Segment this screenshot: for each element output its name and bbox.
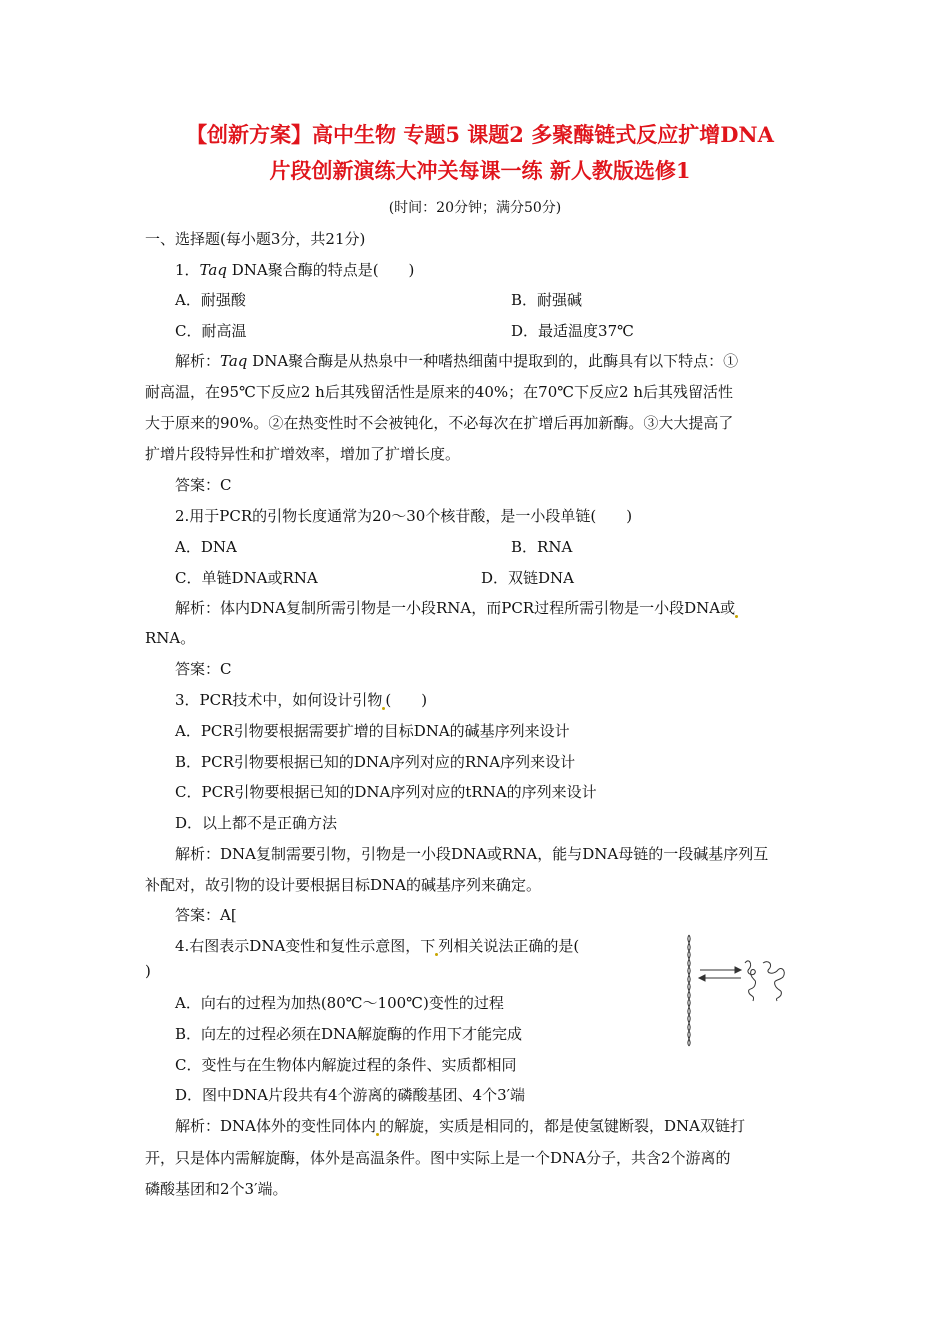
q3-analysis-line-2: 补配对，故引物的设计要根据目标DNA的碱基序列来确定。 xyxy=(145,876,541,894)
q2-analysis-line-1: 解析：体内DNA复制所需引物是一小段RNA，而PCR过程所需引物是一小段DNA或 xyxy=(175,597,738,618)
q1-answer: 答案：C xyxy=(175,476,232,494)
q1-analysis-line-1: 解析：Taq DNA聚合酶是从热泉中一种嗜热细菌中提取到的，此酶具有以下特点：① xyxy=(175,352,739,370)
q3-option-b: B．PCR引物要根据已知的DNA序列对应的RNA序列来设计 xyxy=(175,753,576,771)
document-title-line-2: 片段创新演练大冲关每课一练 新人教版选修1 xyxy=(269,158,691,183)
q4-option-c: C．变性与在生物体内解旋过程的条件、实质都相同 xyxy=(175,1056,517,1074)
reversible-arrows-icon xyxy=(699,967,741,981)
section-heading: 一、选择题(每小题3分，共21分) xyxy=(145,230,366,248)
q1-stem: 1．Taq DNA聚合酶的特点是( ) xyxy=(175,261,415,279)
q2-option-d: D．双链DNA xyxy=(481,569,575,587)
q4-analysis-line-3: 磷酸基团和2个3′端。 xyxy=(145,1180,288,1198)
dna-denaturation-figure xyxy=(683,933,793,1048)
q2-option-c: C．单链DNA或RNA xyxy=(175,569,318,587)
q3-analysis-line-1: 解析：DNA复制需要引物，引物是一小段DNA或RNA，能与DNA母链的一段碱基序列互 xyxy=(175,845,769,863)
q3-stem: 3．PCR技术中，如何设计引物 ( ) xyxy=(175,691,428,709)
q1-analysis-line-2: 耐高温，在95℃下反应2 h后其残留活性是原来的40%；在70℃下反应2 h后其残留活性 xyxy=(145,383,734,401)
q3-option-a: A．PCR引物要根据需要扩增的目标DNA的碱基序列来设计 xyxy=(175,722,570,740)
q4-option-d: D．图中DNA片段共有4个游离的磷酸基团、4个3′端 xyxy=(175,1086,526,1104)
q2-analysis-line-2: RNA。 xyxy=(145,629,196,647)
q4-analysis-line-2: 开，只是体内需解旋酶，体外是高温条件。图中实际上是一个DNA分子，共含2个游离的 xyxy=(145,1149,731,1167)
q4-analysis-line-1: 解析：DNA体外的变性同体内 的解旋，实质是相同的，都是使氢键断裂，DNA双链打 xyxy=(175,1117,745,1135)
double-helix-icon xyxy=(688,935,690,1046)
q1-option-d: D．最适温度37℃ xyxy=(511,322,634,340)
q4-stem-line-1: 4.右图表示DNA变性和复性示意图，下 列相关说法正确的是( xyxy=(175,937,580,955)
q4-option-b: B．向左的过程必须在DNA解旋酶的作用下才能完成 xyxy=(175,1025,523,1043)
q4-stem-line-2: ) xyxy=(145,962,151,980)
q1-option-b: B．耐强碱 xyxy=(511,291,583,309)
q1-option-a: A．耐强酸 xyxy=(175,291,246,309)
q1-option-c: C．耐高温 xyxy=(175,322,247,340)
watermark-dot xyxy=(735,615,738,618)
q2-option-b: B．RNA xyxy=(511,538,573,556)
q2-option-a: A．DNA xyxy=(175,538,237,556)
q2-answer: 答案：C xyxy=(175,660,232,678)
q3-option-d: D．以上都不是正确方法 xyxy=(175,814,338,832)
time-limit-note: (时间：20分钟；满分50分) xyxy=(388,200,562,216)
q3-option-c: C．PCR引物要根据已知的DNA序列对应的tRNA的序列来设计 xyxy=(175,783,597,801)
q1-analysis-line-3: 大于原来的90%。②在热变性时不会被钝化，不必每次在扩增后再加新酶。③大大提高了 xyxy=(145,414,734,432)
document-title-line-1: 【创新方案】高中生物 专题5 课题2 多聚酶链式反应扩增DNA xyxy=(186,122,774,147)
q4-option-a: A．向右的过程为加热(80℃～100℃)变性的过程 xyxy=(175,994,504,1012)
q1-analysis-line-4: 扩增片段特异性和扩增效率，增加了扩增长度。 xyxy=(145,445,461,463)
q3-answer: 答案：A[ xyxy=(175,906,237,924)
q2-stem: 2.用于PCR的引物长度通常为20～30个核苷酸，是一小段单链( ) xyxy=(175,507,633,525)
single-strands-icon xyxy=(745,961,784,1001)
